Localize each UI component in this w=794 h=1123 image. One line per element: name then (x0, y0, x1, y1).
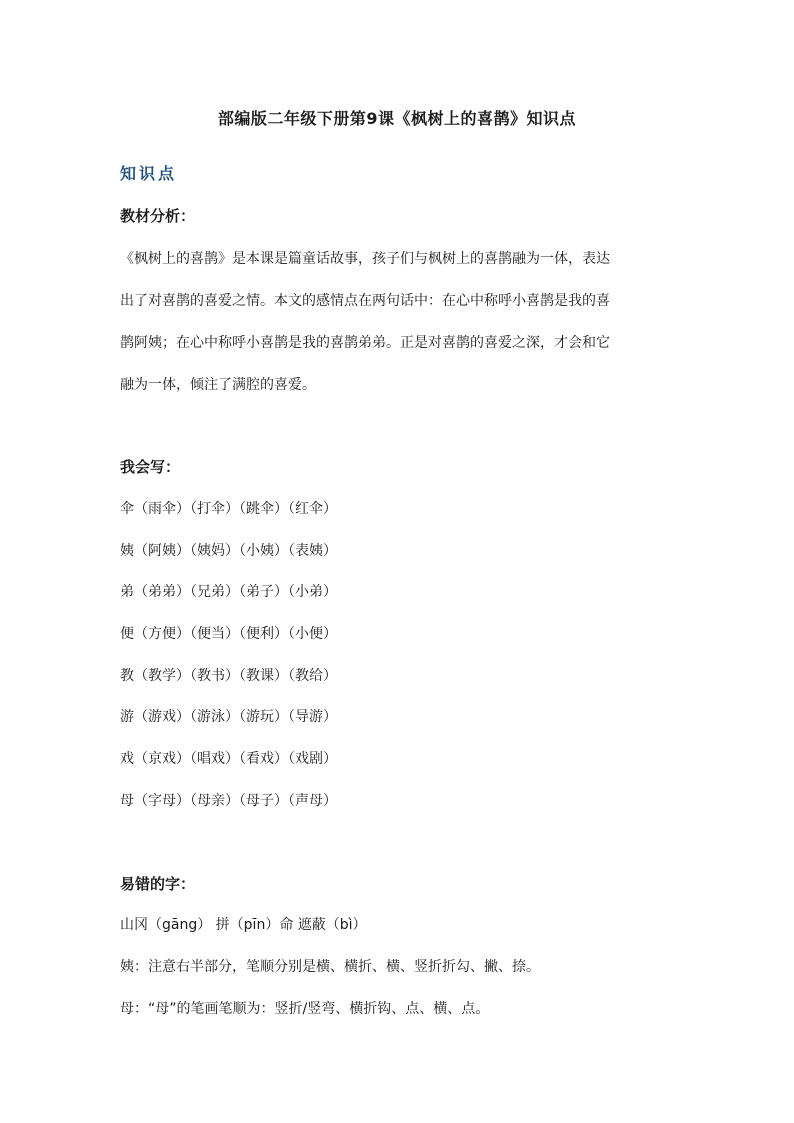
write-heading: 我会写： (120, 458, 181, 476)
analysis-line: 出了对喜鹊的喜爱之情。本文的感情点在两句话中：在心中称呼小喜鹊是我的喜 (120, 293, 610, 309)
analysis-line: 《枫树上的喜鹊》是本课是篇童话故事，孩子们与枫树上的喜鹊融为一体，表达 (120, 251, 610, 267)
mistakes-heading: 易错的字： (120, 875, 196, 893)
write-item: 弟（弟弟）（兄弟）（弟子）（小弟） (120, 584, 337, 600)
analysis-heading: 教材分析： (120, 207, 196, 225)
page-title: 部编版二年级下册第9课《枫树上的喜鹊》知识点 (217, 109, 577, 128)
write-item: 教（教学）（教书）（教课）（教给） (120, 668, 337, 684)
write-item: 伞（雨伞）（打伞）（跳伞）（红伞） (120, 501, 337, 517)
mistake-item: 姨：注意右半部分，笔顺分别是横、横折、横、竖折折勾、撇、捺。 (120, 959, 540, 975)
analysis-line: 融为一体，倾注了满腔的喜爱。 (120, 377, 316, 393)
section-label: 知识点 (120, 164, 178, 183)
mistake-item: 母：“母”的笔画笔顺为：竖折/竖弯、横折钩、点、横、点。 (120, 1001, 490, 1017)
write-item: 便（方便）（便当）（便利）（小便） (120, 626, 337, 642)
write-item: 游（游戏）（游泳）（游玩）（导游） (120, 709, 337, 725)
mistake-item: 山冈（gāng） 拼（pīn）命 遮蔽（bì） (120, 917, 367, 933)
write-item: 姨（阿姨）（姨妈）（小姨）（表姨） (120, 543, 337, 559)
write-item: 戏（京戏）（唱戏）（看戏）（戏剧） (120, 751, 337, 767)
analysis-line: 鹊阿姨；在心中称呼小喜鹊是我的喜鹊弟弟。正是对喜鹊的喜爱之深，才会和它 (120, 335, 610, 351)
write-item: 母（字母）（母亲）（母子）（声母） (120, 793, 337, 809)
